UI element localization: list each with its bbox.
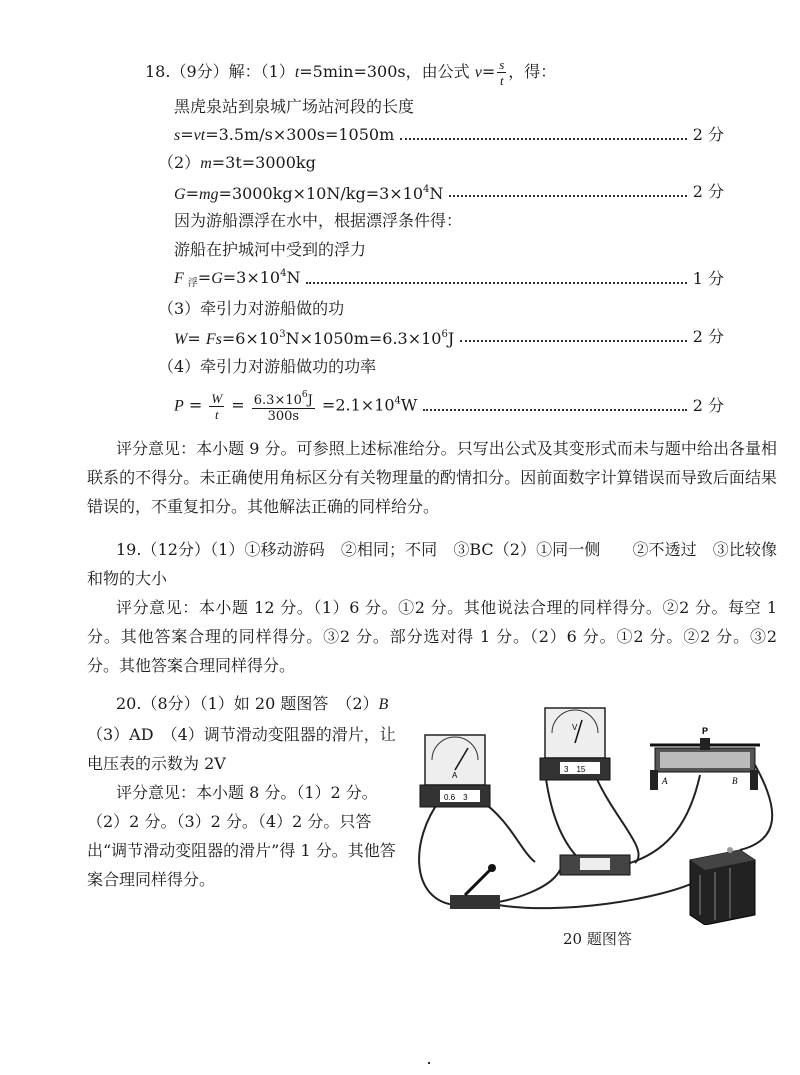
score: 2 分 xyxy=(692,182,724,201)
exp: 4 xyxy=(423,183,430,195)
frac-W-over-t xyxy=(209,391,224,422)
sym-G: G xyxy=(211,270,223,287)
leader-dots xyxy=(423,409,686,411)
score: 1 分 xyxy=(692,269,724,288)
wire-voltmeter-left xyxy=(545,772,580,860)
part-label: （2） xyxy=(158,153,201,172)
frac-den2: 300s xyxy=(267,409,300,424)
q18-work-formula xyxy=(174,324,454,351)
frac-num: s xyxy=(499,57,505,72)
q18-after: ，得： xyxy=(508,62,557,81)
eq: = xyxy=(187,328,206,348)
ammeter-terminals: 0.6 3 xyxy=(444,793,468,802)
eq: = xyxy=(185,183,199,203)
q18-buoyancy-formula xyxy=(174,263,300,295)
q20-grading-comment: 评分意见：本小题 8 分。（1）2 分。（2）2 分。（3）2 分。（4）2 分。只答出“调节滑动变阻器的滑片”得 1 分。其他答案合理同样得分。 xyxy=(87,783,396,889)
voltmeter-letter: V xyxy=(572,723,578,732)
sym-G: G xyxy=(174,185,186,203)
q18-t-value: =5min=300s，由公式 xyxy=(299,62,475,81)
footer-dot xyxy=(428,1062,430,1064)
q19-grading-comment: 评分意见：本小题 12 分。（1）6 分。①2 分。其他说法合理的同样得分。②2 分。每空 1 分。其他答案合理的同样得分。③2 分。部分选对得 1 分。（2）6 分。①2 分。②2 分。③2 分。其他答案合理同样得分。 xyxy=(87,598,777,675)
sub: 浮 xyxy=(187,278,198,289)
num-exp: 6 xyxy=(301,390,308,400)
wire-resistor-rheostat xyxy=(630,775,700,863)
voltmeter-terminals: 3 15 xyxy=(564,765,586,774)
val: =3t=3000kg xyxy=(211,153,316,172)
val: =3×10 xyxy=(222,268,281,287)
q18-t-symbol: t xyxy=(294,64,300,81)
unit: J xyxy=(447,328,455,348)
q18-work-row xyxy=(174,326,724,348)
res1: =2.1×10 xyxy=(316,395,395,415)
rheostat-B: B xyxy=(732,776,738,786)
figure-caption: 20 题图答 xyxy=(563,930,632,948)
q20-option-B: B xyxy=(378,696,389,713)
frac-den: t xyxy=(499,73,504,88)
sym-Fs: Fs xyxy=(205,330,222,348)
unit: N xyxy=(429,183,444,203)
q20-line1 xyxy=(116,693,388,716)
q18-header: 18.（9分）解：（1） xyxy=(145,62,295,81)
rheostat-P: P xyxy=(702,726,709,736)
q18-eq: = xyxy=(481,62,496,81)
sym-vt: vt xyxy=(193,126,206,144)
leader-dots xyxy=(400,138,686,140)
frac-num: W xyxy=(211,390,223,406)
leader-dots xyxy=(449,195,686,197)
voltmeter xyxy=(540,708,610,780)
eq: = xyxy=(183,395,208,415)
exp1: 3 xyxy=(279,328,286,340)
q18-float-line2: 游船在护城河中受到的浮力 xyxy=(174,240,367,259)
exp2: 6 xyxy=(441,328,448,340)
circuit-diagram xyxy=(410,700,780,925)
q18-power-row xyxy=(174,388,724,424)
wire-voltmeter-right xyxy=(595,775,639,863)
rheostat xyxy=(650,726,760,790)
sym-m: m xyxy=(200,155,212,172)
q18-gravity-row xyxy=(174,181,724,203)
q18-float-line1: 因为游船漂浮在水中，根据漂浮条件得： xyxy=(174,211,463,230)
eq: = xyxy=(197,268,212,287)
q18-gravity-formula xyxy=(174,179,443,206)
ammeter xyxy=(420,735,490,807)
wire-ammeter-resistor xyxy=(480,800,535,862)
frac-value xyxy=(252,388,315,424)
q20-line2: （3）AD （4）调节滑动变阻器的滑片，让电压表的示数为 2V xyxy=(87,725,396,773)
q18-power-formula xyxy=(174,388,417,424)
q18-part3-label: （3）牵引力对游船做的功 xyxy=(158,299,345,318)
sym-F: F xyxy=(174,270,188,287)
sym-s: s xyxy=(174,126,181,144)
leader-dots xyxy=(306,282,686,284)
num-b: J xyxy=(307,393,313,408)
q18-distance-row xyxy=(174,124,724,146)
rheostat-A: A xyxy=(662,776,668,786)
q18-part4-label: （4）牵引力对游船做功的功率 xyxy=(158,357,377,376)
unit: N xyxy=(286,268,301,287)
wire-ammeter-switch xyxy=(419,800,455,905)
q18-part2-mass xyxy=(158,152,316,175)
sym-P: P xyxy=(174,397,184,415)
val2: N×1050m=6.3×10 xyxy=(285,328,442,348)
frac-den: t xyxy=(214,406,219,422)
q18-grading-comment: 评分意见：本小题 9 分。可参照上述标准给分。只写出公式及其变形式而未与题中给出各量相联系的不得分。未正确使用角标区分有关物理量的酌情扣分。因前面数字计算错误而导致后面结果错误的，不重复扣分。其他解法正确的同样给分。 xyxy=(87,439,777,516)
q18-v-symbol: v xyxy=(474,64,482,81)
leader-dots xyxy=(460,340,686,342)
res-exp: 4 xyxy=(394,395,401,407)
sym-W: W xyxy=(174,330,188,348)
val: =3000kg×10N/kg=3×10 xyxy=(218,183,424,203)
score: 2 分 xyxy=(692,396,724,415)
num-a: 6.3×10 xyxy=(253,393,302,408)
switch xyxy=(450,864,500,909)
q18-fraction-s-over-t xyxy=(497,57,506,88)
q20-part1: 20.（8分）（1）如 20 题图答 （2） xyxy=(116,694,379,713)
battery xyxy=(690,847,755,925)
exp: 4 xyxy=(280,268,287,279)
sym-mg: mg xyxy=(198,185,219,203)
resistor xyxy=(560,855,630,875)
eq2: = xyxy=(226,395,250,415)
q18-buoyancy-row xyxy=(174,268,724,290)
res2: W xyxy=(400,395,418,415)
score: 2 分 xyxy=(692,125,724,144)
score: 2 分 xyxy=(692,327,724,346)
q19-answer: 19.（12分）（1）①移动游码 ②相同；不同 ③BC（2）①同一侧 ②不透过 ③比较像和物的大小 xyxy=(87,540,777,588)
val1: =6×10 xyxy=(221,328,280,348)
q18-length-label: 黑虎泉站到泉城广场站河段的长度 xyxy=(174,97,415,116)
val: =3.5m/s×300s=1050m xyxy=(205,124,395,144)
frac-num2 xyxy=(252,388,315,409)
ammeter-letter: A xyxy=(452,771,458,780)
wire-extra xyxy=(498,870,560,902)
q18-distance-formula xyxy=(174,124,394,147)
q18-line1 xyxy=(145,57,556,88)
eq: = xyxy=(180,124,194,144)
